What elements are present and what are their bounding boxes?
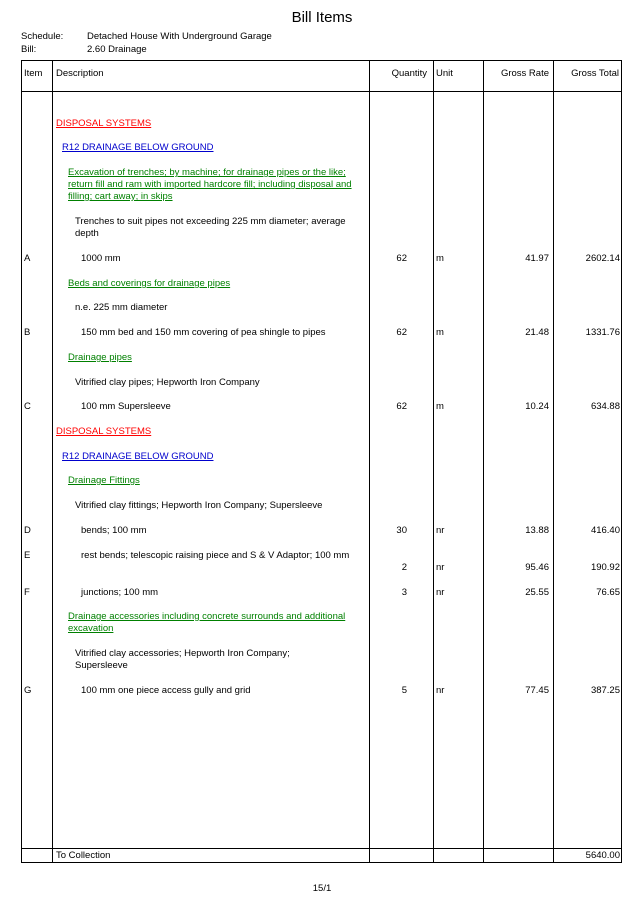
subsection-heading: R12 DRAINAGE BELOW GROUND: [62, 142, 214, 153]
item-code: C: [24, 401, 31, 412]
item-gross-rate: 95.46: [525, 562, 549, 573]
to-collection-label: To Collection: [56, 850, 111, 861]
item-gross-total: 416.40: [590, 525, 620, 536]
column-divider: [553, 61, 554, 862]
section-heading: DISPOSAL SYSTEMS: [56, 426, 152, 437]
item-description: 1000 mm: [81, 253, 121, 264]
section-heading: DISPOSAL SYSTEMS: [56, 118, 152, 129]
subsection-heading: R12 DRAINAGE BELOW GROUND: [62, 451, 214, 462]
work-heading: Beds and coverings for drainage pipes: [68, 278, 231, 289]
item-unit: nr: [436, 525, 445, 536]
item-description-group: Vitrified clay pipes; Hepworth Iron Company: [75, 377, 260, 388]
work-heading: Drainage pipes: [68, 352, 132, 363]
item-quantity: 2: [401, 562, 407, 573]
page-number: 15/1: [312, 883, 332, 894]
item-code: D: [24, 525, 31, 536]
item-gross-total: 1331.76: [585, 327, 620, 338]
schedule-label: Schedule:: [21, 31, 64, 42]
schedule-value: Detached House With Underground Garage: [87, 31, 272, 42]
item-unit: nr: [436, 587, 445, 598]
column-header-description: Description: [56, 68, 104, 79]
item-gross-rate: 13.88: [525, 525, 549, 536]
item-quantity: 30: [396, 525, 407, 536]
item-quantity: 62: [396, 253, 407, 264]
item-description-group: Vitrified clay accessories; Hepworth Iron Company; Supersleeve: [75, 648, 290, 671]
column-header-item: Item: [24, 68, 43, 79]
item-code: G: [24, 685, 32, 696]
item-quantity: 5: [401, 685, 407, 696]
item-unit: m: [436, 327, 444, 338]
page-title: Bill Items: [291, 9, 353, 26]
item-gross-rate: 10.24: [525, 401, 549, 412]
column-header-unit: Unit: [436, 68, 453, 79]
item-quantity: 3: [401, 587, 407, 598]
item-description-group: Trenches to suit pipes not exceeding 225 mm diameter; average depth: [75, 216, 346, 239]
item-gross-total: 634.88: [590, 401, 620, 412]
bill-line: [21, 44, 147, 55]
item-description: junctions; 100 mm: [81, 587, 159, 598]
item-description: 150 mm bed and 150 mm covering of pea shingle to pipes: [81, 327, 326, 338]
item-gross-rate: 41.97: [525, 253, 549, 264]
item-gross-total: 2602.14: [585, 253, 620, 264]
header-divider: [22, 91, 621, 92]
item-code: A: [24, 253, 31, 264]
item-description: 100 mm Supersleeve: [81, 401, 171, 412]
item-unit: nr: [436, 685, 445, 696]
item-description-group: Vitrified clay fittings; Hepworth Iron Company; Supersleeve: [75, 500, 323, 511]
item-gross-rate: 25.55: [525, 587, 549, 598]
footer-divider: [22, 848, 621, 849]
work-heading: Drainage accessories including concrete surrounds and additional excavation: [68, 611, 346, 634]
item-code: F: [24, 587, 30, 598]
item-quantity: 62: [396, 401, 407, 412]
column-header-quantity: Quantity: [391, 68, 427, 79]
column-header-gross-rate: Gross Rate: [500, 68, 549, 79]
column-divider: [483, 61, 484, 862]
work-heading: Excavation of trenches; by machine; for drainage pipes or the like; return fill and ram with imported hardcore fill; including disposal and filling; cart away; in skips: [68, 167, 352, 202]
item-unit: nr: [436, 562, 445, 573]
column-divider: [52, 61, 53, 862]
item-gross-rate: 77.45: [525, 685, 549, 696]
item-gross-total: 387.25: [590, 685, 620, 696]
item-code: E: [24, 550, 31, 561]
column-divider: [369, 61, 370, 862]
column-header-gross-total: Gross Total: [571, 68, 619, 79]
item-gross-total: 190.92: [590, 562, 620, 573]
item-description: 100 mm one piece access gully and grid: [81, 685, 251, 696]
item-description: rest bends; telescopic raising piece and S & V Adaptor; 100 mm: [81, 550, 350, 561]
item-quantity: 62: [396, 327, 407, 338]
column-divider: [433, 61, 434, 862]
bill-value: 2.60 Drainage: [87, 44, 147, 55]
schedule-line: [21, 31, 272, 42]
item-unit: m: [436, 401, 444, 412]
item-unit: m: [436, 253, 444, 264]
item-gross-total: 76.65: [596, 587, 620, 598]
to-collection-total: 5640.00: [585, 850, 620, 861]
item-code: B: [24, 327, 31, 338]
bill-label: Bill:: [21, 44, 37, 55]
work-heading: Drainage Fittings: [68, 475, 140, 486]
item-description: bends; 100 mm: [81, 525, 147, 536]
item-gross-rate: 21.48: [525, 327, 549, 338]
item-description-group: n.e. 225 mm diameter: [75, 302, 168, 313]
